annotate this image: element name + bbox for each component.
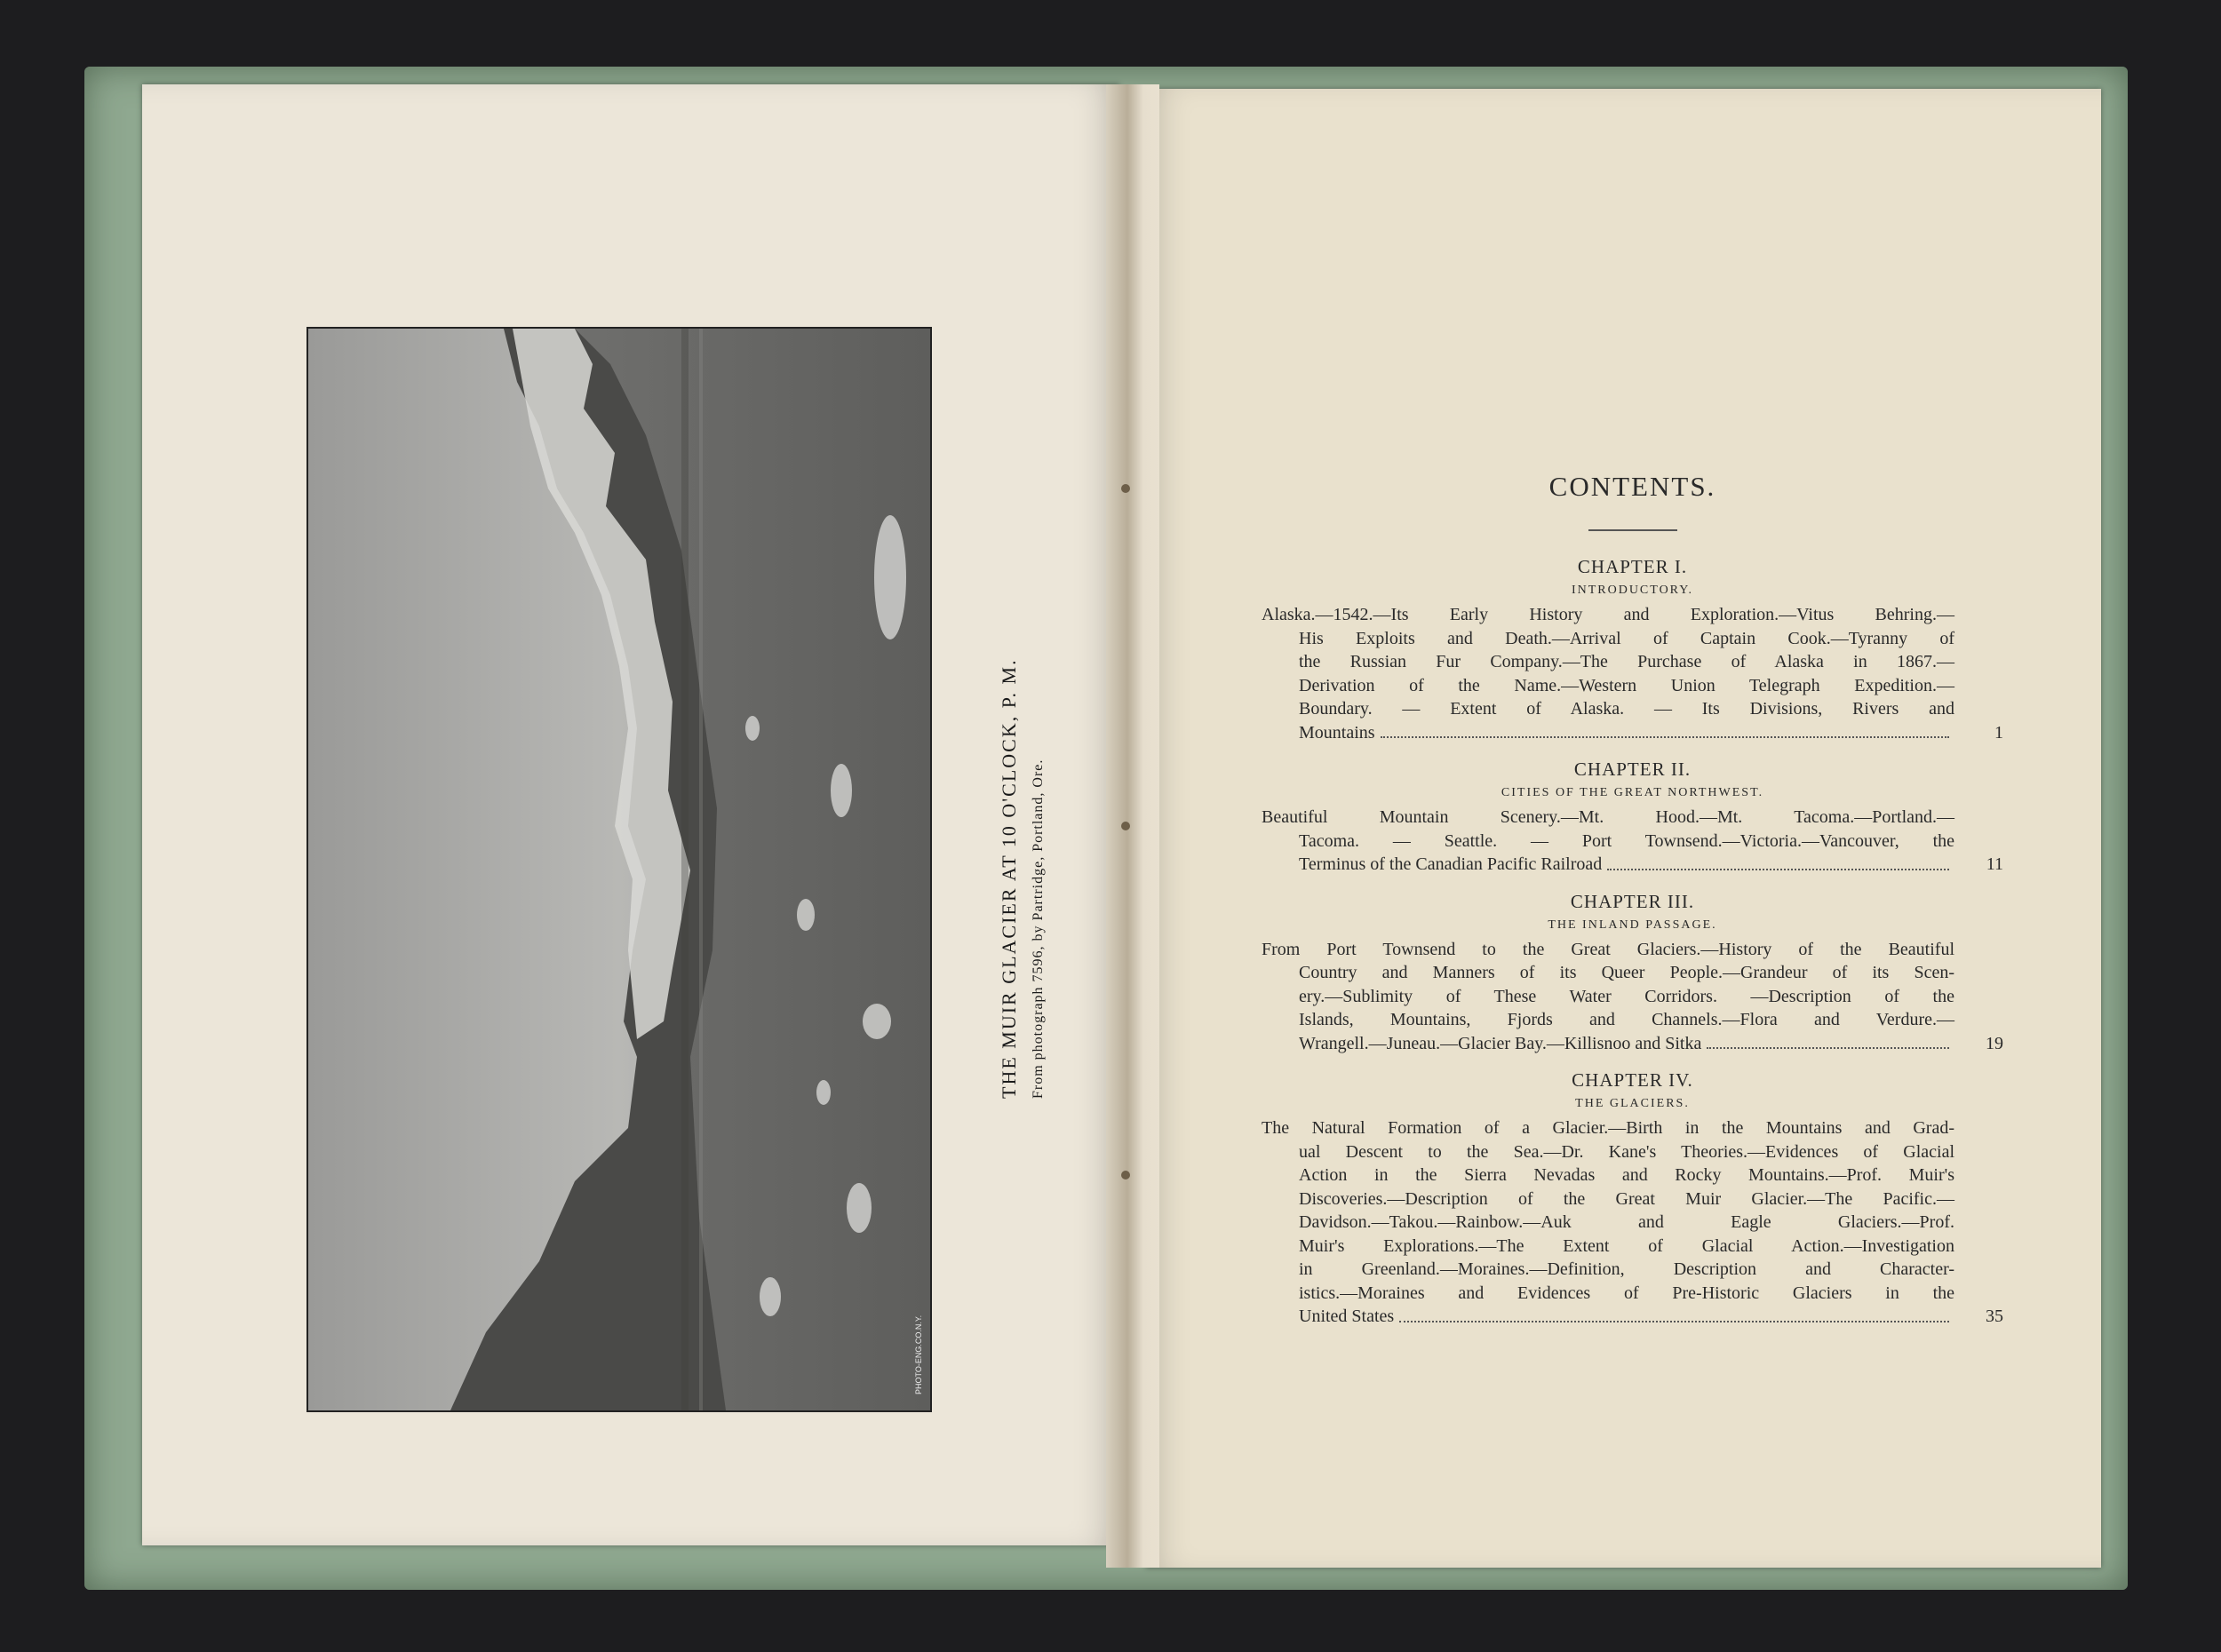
dot-leader <box>1381 736 1949 738</box>
entry-line: Muir's Explorations.—The Extent of Glacial Action.—Investigation <box>1299 1235 1954 1256</box>
binding-hole <box>1121 484 1130 493</box>
chapter-heading: CHAPTER II. <box>1573 758 1692 780</box>
entry-line: Derivation of the Name.—Western Union Telegraph Expedition.— <box>1299 675 1954 695</box>
plate-caption-title: THE MUIR GLACIER AT 10 O'CLOCK, P. M. <box>998 658 1020 1099</box>
chapter-subtitle: INTRODUCTORY. <box>1571 584 1694 597</box>
entry-line: United States <box>1299 1307 1395 1326</box>
table-of-contents <box>1262 471 2003 1343</box>
entry-line: Tacoma. — Seattle. — Port Townsend.—Victoria.—Vancouver, the <box>1299 830 1954 851</box>
entry-line: Country and Manners of its Queer People.—Grandeur of its Scen- <box>1299 963 1954 982</box>
entry-line: Discoveries.—Description of the Great Muir Glacier.—The Pacific.— <box>1299 1188 1954 1209</box>
book-gutter <box>1106 84 1159 1568</box>
entry-line: The Natural Formation of a Glacier.—Birth in the Mountains and Grad- <box>1262 1118 1954 1138</box>
entry-line: Islands, Mountains, Fjords and Channels.—Flora and Verdure.— <box>1299 1010 1954 1029</box>
entry-line: Boundary. — Extent of Alaska. — Its Divisions, Rivers and <box>1299 699 1954 719</box>
entry-line: From Port Townsend to the Great Glaciers.—History of the Beautiful <box>1262 939 1954 959</box>
entry-line: the Russian Fur Company.—The Purchase of Alaska in 1867.— <box>1299 652 1954 671</box>
chapter-entry <box>1262 1116 2003 1329</box>
chapter-subtitle: THE INLAND PASSAGE. <box>1548 917 1717 932</box>
entry-line: Beautiful Mountain Scenery.—Mt. Hood.—Mt. Tacoma.—Portland.— <box>1262 807 1954 827</box>
entry-line: istics.—Moraines and Evidences of Pre-Historic Glaciers in the <box>1299 1283 1954 1303</box>
page-number: 35 <box>1986 1307 2003 1326</box>
binding-hole <box>1121 1171 1130 1179</box>
entry-line: Terminus of the Canadian Pacific Railroad <box>1299 854 1603 874</box>
page-number: 1 <box>1994 722 2003 743</box>
binding-hole <box>1121 822 1130 830</box>
entry-line: in Greenland.—Moraines.—Definition, Description and Character- <box>1299 1259 1954 1279</box>
chapter-entry <box>1262 938 2003 1056</box>
entry-line: His Exploits and Death.—Arrival of Captain Cook.—Tyranny of <box>1299 628 1954 648</box>
entry-line: Davidson.—Takou.—Rainbow.—Auk and Eagle Glaciers.—Prof. <box>1299 1212 1954 1232</box>
entry-line: ual Descent to the Sea.—Dr. Kane's Theories.—Evidences of Glacial <box>1299 1141 1954 1162</box>
contents-title: CONTENTS. <box>1548 471 1716 502</box>
entry-line: Wrangell.—Juneau.—Glacier Bay.—Killisnoo and Sitka <box>1299 1033 1702 1053</box>
chapter-subtitle: THE GLACIERS. <box>1575 1097 1690 1110</box>
plate-caption <box>993 601 1052 1099</box>
chapter-subtitle: CITIES OF THE GREAT NORTHWEST. <box>1501 786 1764 799</box>
dot-leader <box>1607 869 1949 870</box>
entry-line: ery.—Sublimity of These Water Corridors. —Description of the <box>1299 986 1954 1006</box>
engraver-credit: PHOTO-ENG.CO.N.Y. <box>914 1314 923 1394</box>
entry-line: Action in the Sierra Nevadas and Rocky Mountains.—Prof. Muir's <box>1299 1165 1954 1185</box>
chapter-heading: CHAPTER III. <box>1570 890 1695 912</box>
chapter-entry <box>1262 603 2003 744</box>
plate-caption-credit: From photograph 7596, by Partridge, Portland, Ore. <box>1031 758 1046 1099</box>
chapter-entry <box>1262 806 2003 877</box>
chapter-heading: CHAPTER I. <box>1577 556 1688 577</box>
dot-leader <box>1707 1047 1949 1049</box>
entry-line: Mountains <box>1299 722 1375 743</box>
chapter-heading: CHAPTER IV. <box>1572 1069 1693 1091</box>
page-number: 11 <box>1986 854 2003 874</box>
glacier-photograph <box>306 327 932 1412</box>
dot-leader <box>1399 1321 1949 1322</box>
title-rule <box>1588 529 1677 531</box>
page-number: 19 <box>1986 1033 2003 1053</box>
entry-line: Alaska.—1542.—Its Early History and Exploration.—Vitus Behring.— <box>1262 605 1954 624</box>
